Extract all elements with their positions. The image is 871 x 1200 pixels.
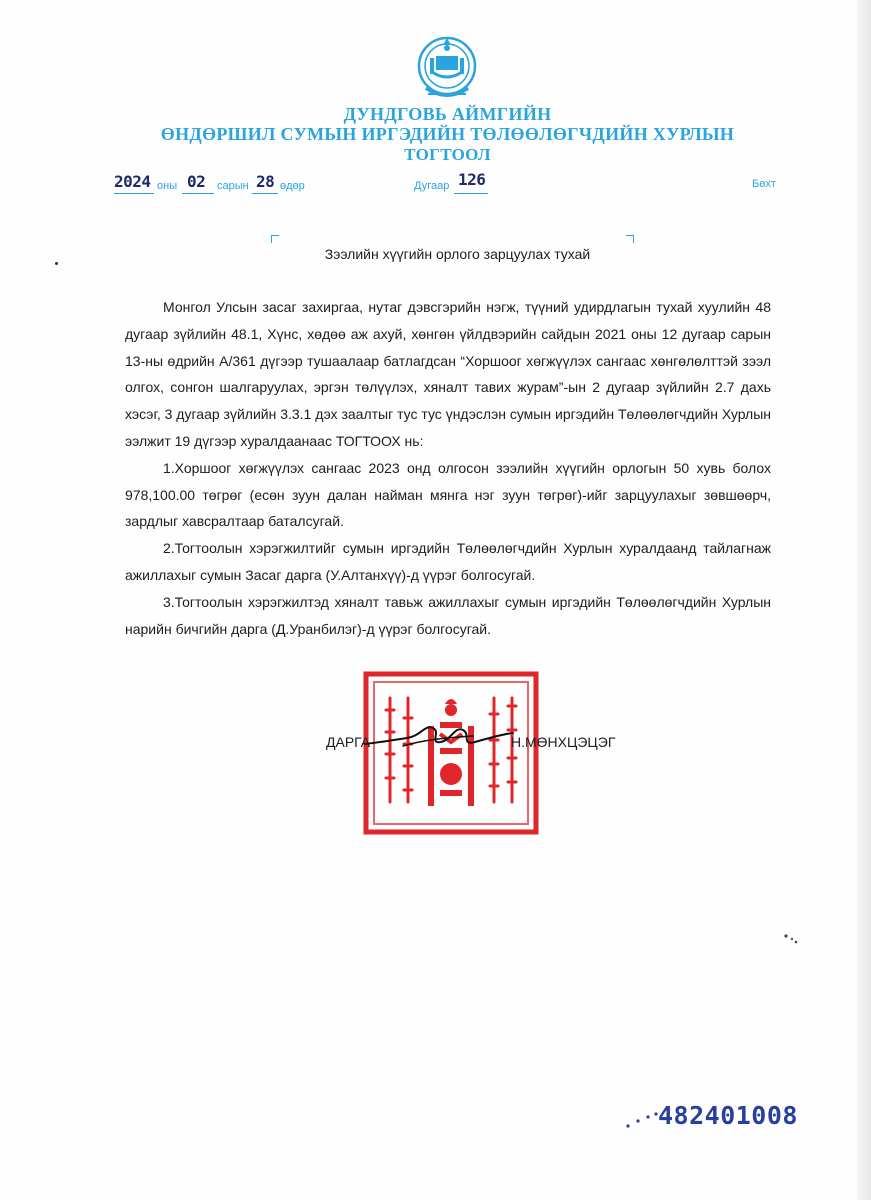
body-paragraph-preamble: Монгол Улсын засаг захиргаа, нутаг дэвсгэрийн нэгж, түүний удирдлагын тухай хуулийн 48 дугаар зүйлийн 48.1, Хүнс, хөдөө аж ахуй, хөнгөн үйлдвэрийн сайдын 2021 оны 12 дугаар сарын 13-ны өдрийн А/361 дүгээр тушаалаар батлагдсан “Хоршоог хөгжүүлэх сангаас хөнгөлөлттэй зээл олгох, сонгон шалгаруулах, эргэн төлүүлэх, хяналт тавих журам”-ын 2 дугаар зүйлийн 2.7 дахь хэсэг, 3 дугаар зүйлийн 3.3.1 дэх заалтыг тус тус үндэслэн сумын иргэдийн Төлөөлөгчдийн Хурлын ээлжит 19 дүгээр хуралдаанаас ТОГТООХ нь: — [125, 299, 771, 449]
date-day-label: өдөр — [280, 180, 305, 192]
handwritten-signature — [363, 716, 515, 756]
date-year-label: оны — [157, 180, 178, 192]
body-paragraph-item-3: 3.Тогтоолын хэрэгжилтэд хяналт тавьж ажиллахыг сумын иргэдийн Төлөөлөгчдийн Хурлын нарийн бичгийн дарга (Д.Уранбилэг)-д үүрэг болгосугай. — [125, 593, 771, 637]
number-label: Дугаар — [414, 180, 450, 192]
dateline — [0, 172, 871, 198]
scan-specks — [780, 932, 800, 946]
state-emblem-icon — [416, 32, 478, 104]
scan-speck — [55, 262, 58, 265]
subject-title: Зээлийн хүүгийн орлого зарцуулах тухай — [324, 246, 591, 262]
header-resolution: ТОГТООЛ — [404, 145, 491, 164]
date-month-label: сарын — [217, 180, 249, 192]
date-month: 02 — [187, 172, 206, 191]
subject-bracket-left — [271, 235, 279, 243]
resolution-body — [125, 294, 771, 642]
date-day: 28 — [256, 172, 275, 191]
body-paragraph-item-1: 1.Хоршоог хөгжүүлэх сангаас 2023 онд олгосон зээлийн хүүгийн орлогын 50 хувь болох 978,100.00 төгрөг (есөн зуун далан найман мянга нэг зуун төгрөг)-ийг зарцуулахыг зөвшөөрч, зардлыг хавсралтаар баталсугай. — [125, 459, 771, 530]
document-serial-number: 482401008 — [658, 1101, 798, 1130]
header-council: ӨНДӨРШИЛ СУМЫН ИРГЭДИЙН ТӨЛӨӨЛӨГЧДИЙН ХУРЛЫН — [160, 124, 735, 144]
signatory-role: ДАРГА — [326, 734, 371, 750]
header-aimag: ДУНДГОВЬ АЙМГИЙН — [343, 104, 552, 124]
resolution-number: 126 — [458, 170, 486, 189]
date-year: 2024 — [114, 172, 151, 191]
subject-bracket-right — [626, 235, 634, 243]
signatory-name: Н.МӨНХЦЭЦЭГ — [511, 734, 616, 750]
place-name: Бөхт — [752, 178, 776, 190]
body-paragraph-item-2: 2.Тогтоолын хэрэгжилтийг сумын иргэдийн Төлөөлөгчдийн Хурлын хуралдаанд тайлагнаж ажиллахыг сумын Засаг дарга (У.Алтанхүү)-д үүрэг болгосугай. — [125, 540, 771, 583]
